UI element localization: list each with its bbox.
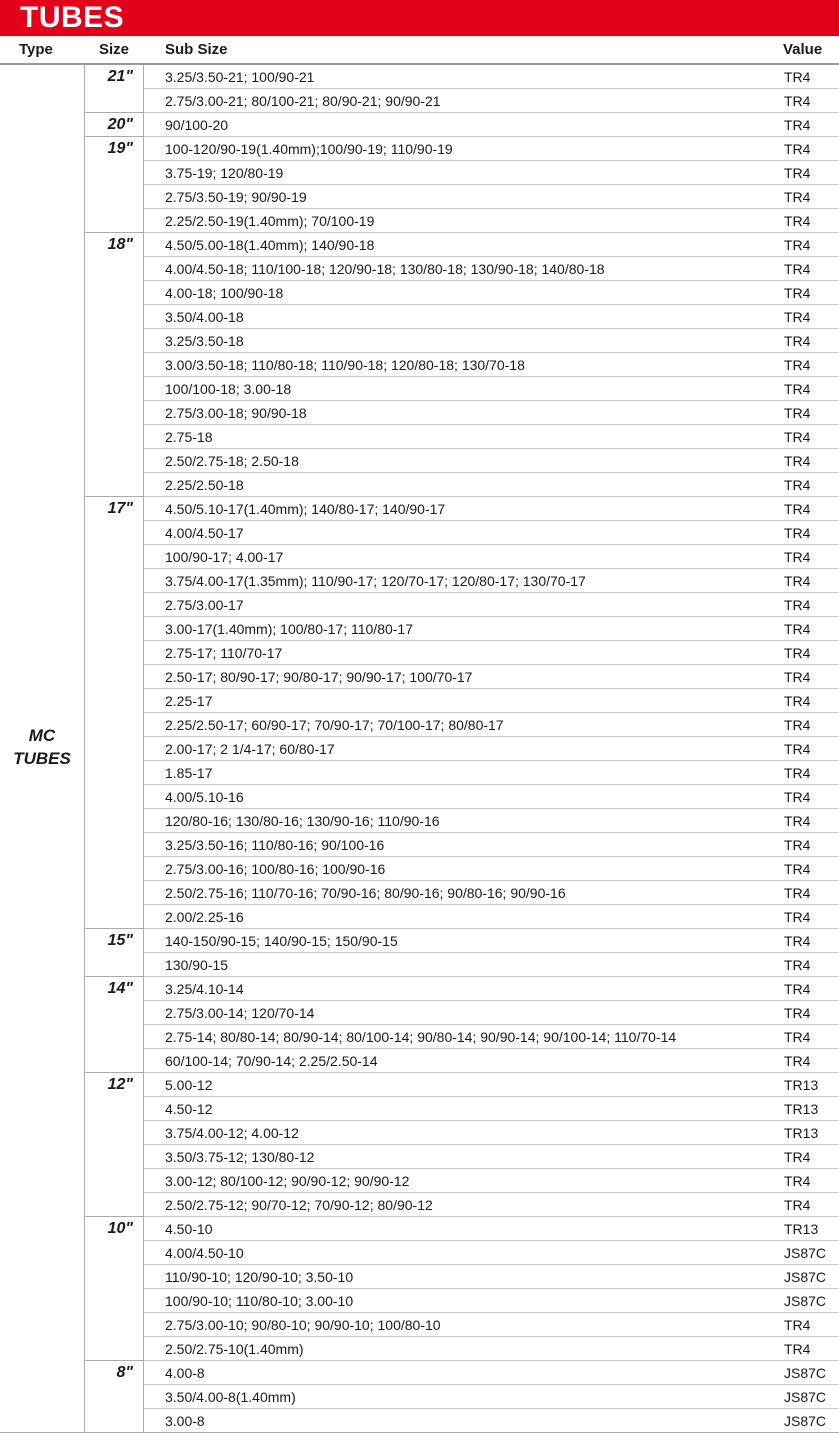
sub-size-cell: 110/90-10; 120/90-10; 3.50-10	[165, 1269, 354, 1285]
sub-size-cell: 2.50-17; 80/90-17; 90/80-17; 90/90-17; 100/70-17	[165, 669, 473, 685]
table-row	[143, 977, 839, 1001]
value-cell: TR13	[784, 1221, 819, 1237]
value-cell: TR4	[784, 909, 811, 925]
value-cell: TR13	[784, 1125, 819, 1141]
size-label: 15"	[107, 932, 133, 949]
value-cell: TR4	[784, 597, 811, 613]
table-row	[143, 1361, 839, 1385]
table-row	[143, 809, 839, 833]
table-row	[143, 1193, 839, 1217]
table-row	[143, 1073, 839, 1097]
value-cell: TR4	[784, 1149, 811, 1165]
sub-size-cell: 3.75/4.00-17(1.35mm); 110/90-17; 120/70-17; 120/80-17; 130/70-17	[165, 573, 586, 589]
value-cell: TR4	[784, 117, 811, 133]
title-banner	[0, 0, 839, 36]
sub-size-cell: 3.25/4.10-14	[165, 981, 244, 997]
sub-size-cell: 3.75-19; 120/80-19	[165, 165, 284, 181]
sub-size-cell: 140-150/90-15; 140/90-15; 150/90-15	[165, 933, 398, 949]
sub-size-cell: 4.50-10	[165, 1221, 213, 1237]
value-cell: TR4	[784, 933, 811, 949]
table-row	[143, 473, 839, 497]
sub-size-cell: 2.75/3.00-10; 90/80-10; 90/90-10; 100/80-10	[165, 1317, 441, 1333]
header-value: Value	[783, 41, 823, 58]
value-cell: TR4	[784, 93, 811, 109]
value-cell: TR4	[784, 405, 811, 421]
table-row	[143, 353, 839, 377]
sub-size-cell: 2.25/2.50-17; 60/90-17; 70/90-17; 70/100-17; 80/80-17	[165, 717, 504, 733]
size-group-divider	[85, 136, 143, 137]
value-cell: TR4	[784, 285, 811, 301]
sub-size-cell: 3.50/4.00-8(1.40mm)	[165, 1389, 296, 1405]
sub-size-cell: 60/100-14; 70/90-14; 2.25/2.50-14	[165, 1053, 378, 1069]
value-cell: TR4	[784, 981, 811, 997]
table-row	[143, 1097, 839, 1121]
size-group-divider	[85, 928, 143, 929]
table-row	[143, 1337, 839, 1361]
table-row	[143, 953, 839, 977]
value-cell: TR4	[784, 885, 811, 901]
table-row	[143, 137, 839, 161]
table-row	[143, 305, 839, 329]
sub-size-cell: 2.75-18	[165, 429, 213, 445]
value-cell: JS87C	[784, 1413, 827, 1429]
type-label-line1: MC	[28, 726, 56, 745]
table-row	[143, 785, 839, 809]
value-cell: TR4	[784, 453, 811, 469]
value-cell: TR4	[784, 789, 811, 805]
table-row	[143, 497, 839, 521]
table-row	[143, 65, 839, 89]
table-bottom-border	[0, 1432, 839, 1433]
page-title: TUBES	[20, 1, 125, 34]
size-label: 14"	[107, 980, 133, 997]
sub-size-cell: 90/100-20	[165, 117, 229, 133]
sub-size-cell: 3.25/3.50-18	[165, 333, 244, 349]
value-cell: JS87C	[784, 1269, 827, 1285]
sub-size-cell: 4.50/5.10-17(1.40mm); 140/80-17; 140/90-17	[165, 501, 446, 517]
size-group-divider	[85, 976, 143, 977]
header-sub-size: Sub Size	[165, 41, 228, 58]
value-cell: TR4	[784, 669, 811, 685]
table-row	[143, 713, 839, 737]
table-row	[143, 449, 839, 473]
size-group-divider	[85, 1072, 143, 1073]
sub-size-cell: 3.00/3.50-18; 110/80-18; 110/90-18; 120/80-18; 130/70-18	[165, 357, 525, 373]
value-cell: TR4	[784, 501, 811, 517]
value-cell: TR4	[784, 381, 811, 397]
table-row	[143, 761, 839, 785]
value-cell: TR4	[784, 957, 811, 973]
table-row	[143, 1121, 839, 1145]
table-row	[143, 1313, 839, 1337]
sub-size-cell: 2.75/3.00-21; 80/100-21; 80/90-21; 90/90-21	[165, 93, 441, 109]
value-cell: TR4	[784, 813, 811, 829]
sub-size-cell: 2.25/2.50-19(1.40mm); 70/100-19	[165, 213, 375, 229]
value-cell: TR4	[784, 1317, 811, 1333]
size-label: 19"	[107, 140, 133, 157]
sub-size-cell: 3.25/3.50-16; 110/80-16; 90/100-16	[165, 837, 385, 853]
value-cell: JS87C	[784, 1245, 827, 1261]
sub-size-cell: 4.50/5.00-18(1.40mm); 140/90-18	[165, 237, 375, 253]
value-cell: TR4	[784, 333, 811, 349]
table-row	[143, 1025, 839, 1049]
size-group-divider	[85, 112, 143, 113]
value-cell: TR4	[784, 525, 811, 541]
table-row	[143, 1289, 839, 1313]
value-cell: TR4	[784, 1029, 811, 1045]
header-size: Size	[99, 41, 130, 58]
value-cell: TR4	[784, 549, 811, 565]
sub-size-cell: 3.00-12; 80/100-12; 90/90-12; 90/90-12	[165, 1173, 410, 1189]
value-cell: TR4	[784, 165, 811, 181]
table-row	[143, 257, 839, 281]
table-row	[143, 833, 839, 857]
sub-size-cell: 2.75/3.00-14; 120/70-14	[165, 1005, 315, 1021]
sub-size-cell: 2.75/3.50-19; 90/90-19	[165, 189, 307, 205]
sub-size-cell: 4.00/4.50-17	[165, 525, 244, 541]
table-row	[143, 161, 839, 185]
table-row	[143, 401, 839, 425]
value-cell: TR4	[784, 237, 811, 253]
table-row	[143, 617, 839, 641]
value-cell: TR4	[784, 741, 811, 757]
sub-size-cell: 3.00-8	[165, 1413, 205, 1429]
sub-size-cell: 2.50/2.75-16; 110/70-16; 70/90-16; 80/90-16; 90/80-16; 90/90-16	[165, 885, 566, 901]
table-row	[143, 113, 839, 137]
sub-size-cell: 2.75-17; 110/70-17	[165, 645, 283, 661]
sub-size-cell: 120/80-16; 130/80-16; 130/90-16; 110/90-16	[165, 813, 440, 829]
value-cell: TR4	[784, 477, 811, 493]
sub-size-cell: 4.00-18; 100/90-18	[165, 285, 284, 301]
sub-size-cell: 3.25/3.50-21; 100/90-21	[165, 69, 315, 85]
table-row	[143, 737, 839, 761]
value-cell: TR4	[784, 1341, 811, 1357]
sub-size-cell: 4.50-12	[165, 1101, 213, 1117]
table-row	[143, 857, 839, 881]
table-row	[143, 281, 839, 305]
sub-size-cell: 3.50/3.75-12; 130/80-12	[165, 1149, 315, 1165]
sub-size-cell: 3.50/4.00-18	[165, 309, 244, 325]
value-cell: TR4	[784, 621, 811, 637]
value-cell: TR4	[784, 357, 811, 373]
header-type: Type	[19, 41, 53, 58]
value-cell: TR4	[784, 1005, 811, 1021]
size-label: 21"	[107, 68, 133, 85]
sub-size-cell: 2.25-17	[165, 693, 213, 709]
sub-size-cell: 130/90-15	[165, 957, 229, 973]
sub-size-cell: 100-120/90-19(1.40mm);100/90-19; 110/90-19	[165, 141, 453, 157]
table-row	[143, 1049, 839, 1073]
value-cell: JS87C	[784, 1389, 827, 1405]
value-cell: JS87C	[784, 1365, 827, 1381]
sub-size-cell: 2.50/2.75-12; 90/70-12; 70/90-12; 80/90-12	[165, 1197, 433, 1213]
size-group-divider	[85, 232, 143, 233]
table-row	[143, 929, 839, 953]
size-group-divider	[85, 1216, 143, 1217]
table-row	[143, 665, 839, 689]
sub-size-cell: 2.50/2.75-18; 2.50-18	[165, 453, 299, 469]
table-row	[143, 233, 839, 257]
value-cell: TR4	[784, 261, 811, 277]
table-row	[143, 1385, 839, 1409]
value-cell: TR4	[784, 693, 811, 709]
table-row	[143, 521, 839, 545]
table-row	[143, 425, 839, 449]
table-row	[143, 905, 839, 929]
table-row	[143, 689, 839, 713]
table-row	[143, 1265, 839, 1289]
table-row	[143, 641, 839, 665]
type-column-divider	[84, 65, 85, 1433]
table-row	[143, 329, 839, 353]
sub-size-cell: 2.75/3.00-16; 100/80-16; 100/90-16	[165, 861, 386, 877]
value-cell: TR4	[784, 645, 811, 661]
value-cell: TR4	[784, 309, 811, 325]
value-cell: TR4	[784, 1197, 811, 1213]
table-row	[143, 881, 839, 905]
table-row	[143, 1145, 839, 1169]
table-row	[143, 89, 839, 113]
table-row	[143, 569, 839, 593]
sub-size-cell: 2.75/3.00-18; 90/90-18	[165, 405, 307, 421]
sub-size-cell: 4.00-8	[165, 1365, 205, 1381]
size-label: 12"	[107, 1076, 133, 1093]
value-cell: TR4	[784, 765, 811, 781]
table-row	[143, 1409, 839, 1433]
size-label: 20"	[107, 116, 133, 133]
sub-size-cell: 100/90-17; 4.00-17	[165, 549, 284, 565]
value-cell: TR4	[784, 1173, 811, 1189]
sub-size-cell: 3.00-17(1.40mm); 100/80-17; 110/80-17	[165, 621, 414, 637]
value-cell: TR4	[784, 141, 811, 157]
sub-size-cell: 100/100-18; 3.00-18	[165, 381, 292, 397]
table-row	[143, 185, 839, 209]
size-label: 18"	[107, 236, 133, 253]
sub-size-cell: 3.75/4.00-12; 4.00-12	[165, 1125, 299, 1141]
type-label-line2: TUBES	[13, 749, 71, 768]
sub-size-cell: 5.00-12	[165, 1077, 213, 1093]
value-cell: TR13	[784, 1101, 819, 1117]
value-cell: TR4	[784, 189, 811, 205]
value-cell: TR4	[784, 837, 811, 853]
value-cell: TR4	[784, 573, 811, 589]
size-label: 10"	[107, 1220, 133, 1237]
value-cell: TR4	[784, 717, 811, 733]
value-cell: TR4	[784, 69, 811, 85]
sub-size-cell: 1.85-17	[165, 765, 213, 781]
sub-size-cell: 100/90-10; 110/80-10; 3.00-10	[165, 1293, 354, 1309]
size-group-divider	[85, 1360, 143, 1361]
value-cell: TR4	[784, 1053, 811, 1069]
table-row	[143, 1001, 839, 1025]
sub-size-cell: 2.25/2.50-18	[165, 477, 244, 493]
table-row	[143, 1241, 839, 1265]
size-label: 8"	[116, 1364, 133, 1381]
table-row	[143, 377, 839, 401]
table-row	[143, 1217, 839, 1241]
value-cell: TR13	[784, 1077, 819, 1093]
size-label: 17"	[107, 500, 133, 517]
table-row	[143, 1169, 839, 1193]
value-cell: JS87C	[784, 1293, 827, 1309]
value-cell: TR4	[784, 429, 811, 445]
table-row	[143, 593, 839, 617]
table-row	[143, 209, 839, 233]
sub-size-cell: 2.00-17; 2 1/4-17; 60/80-17	[165, 741, 335, 757]
sub-size-cell: 2.75/3.00-17	[165, 597, 244, 613]
sub-size-cell: 4.00/4.50-10	[165, 1245, 244, 1261]
table-row	[143, 545, 839, 569]
sub-size-cell: 4.00/4.50-18; 110/100-18; 120/90-18; 130/80-18; 130/90-18; 140/80-18	[165, 261, 605, 277]
sub-size-cell: 2.50/2.75-10(1.40mm)	[165, 1341, 304, 1357]
sub-size-cell: 2.00/2.25-16	[165, 909, 244, 925]
sub-size-cell: 2.75-14; 80/80-14; 80/90-14; 80/100-14; 90/80-14; 90/90-14; 90/100-14; 110/70-14	[165, 1029, 677, 1045]
value-cell: TR4	[784, 213, 811, 229]
value-cell: TR4	[784, 861, 811, 877]
sub-size-cell: 4.00/5.10-16	[165, 789, 244, 805]
size-column-divider	[143, 65, 144, 1433]
size-group-divider	[85, 496, 143, 497]
